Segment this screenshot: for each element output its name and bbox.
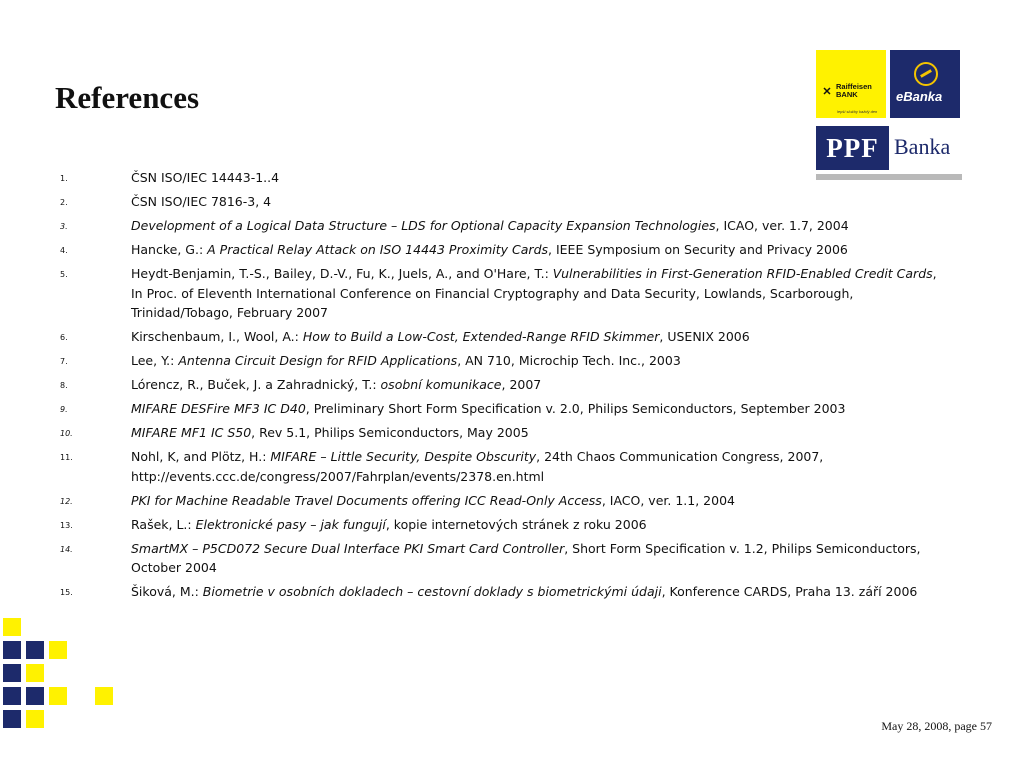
- reference-title: A Practical Relay Attack on ISO 14443 Proximity Cards: [207, 242, 549, 257]
- reference-text: Heydt-Benjamin, T.-S., Bailey, D.-V., Fu, K., Juels, A., and O'Hare, T.:: [131, 266, 553, 281]
- references-list: [60, 168, 940, 606]
- decorative-square: [3, 687, 21, 705]
- reference-number: 1.: [60, 174, 68, 183]
- reference-item: [60, 515, 940, 535]
- ppf-logo-box: PPF: [816, 126, 889, 170]
- reference-title: SmartMX – P5CD072 Secure Dual Interface PKI Smart Card Controller: [131, 540, 565, 556]
- reference-text: ČSN ISO/IEC 7816-3, 4: [131, 194, 272, 209]
- reference-title: osobní komunikace: [380, 377, 502, 392]
- reference-text: , 2007: [501, 377, 542, 392]
- reference-text: Šiková, M.:: [131, 584, 203, 599]
- reference-number: 6.: [60, 333, 68, 342]
- decorative-square: [26, 687, 44, 705]
- decorative-square: [95, 687, 113, 705]
- reference-number: 2.: [60, 198, 68, 207]
- ebanka-emblem-icon: [914, 62, 938, 86]
- reference-item: [60, 539, 940, 578]
- bank-logos: [816, 50, 962, 182]
- reference-text: , IACO, ver. 1.1, 2004: [601, 492, 735, 508]
- ppf-logo-banka: Banka: [894, 134, 951, 159]
- reference-item: [60, 192, 940, 212]
- reference-text: , Konference CARDS, Praha 13. září 2006: [661, 584, 918, 599]
- reference-item: [60, 216, 940, 236]
- reference-item: [60, 375, 940, 395]
- reference-title: Elektronické pasy – jak fungují: [195, 516, 386, 532]
- raiffeisen-bank-logo: [816, 50, 886, 118]
- reference-text: Nohl, K, and Plötz, H.:: [131, 449, 271, 464]
- page-title: References: [55, 80, 200, 115]
- reference-number: 7.: [60, 357, 68, 366]
- reference-title: Biometrie v osobních dokladech – cestovní doklady s biometrickými údaji: [202, 584, 662, 599]
- reference-number: 9.: [60, 405, 68, 414]
- decorative-square: [49, 687, 67, 705]
- reference-text: Kirschenbaum, I., Wool, A.:: [131, 329, 303, 344]
- slide-footer: May 28, 2008, page 57: [881, 719, 992, 733]
- reference-text: Rašek, L.:: [131, 516, 196, 532]
- decorative-squares: [0, 618, 120, 738]
- reference-item: [60, 399, 940, 419]
- reference-text: , Short Form Specification v. 1.2, Philips Semiconductors, October 2004: [131, 540, 921, 575]
- reference-text: , USENIX 2006: [659, 329, 750, 344]
- decorative-square: [3, 618, 21, 636]
- reference-number: 10.: [60, 429, 73, 438]
- reference-text: , Preliminary Short Form Specification v. 2.0, Philips Semiconductors, September 2003: [305, 401, 846, 416]
- reference-title: MIFARE – Little Security, Despite Obscurity: [270, 449, 537, 464]
- reference-item: [60, 582, 940, 602]
- decorative-square: [3, 664, 21, 682]
- reference-text: , kopie internetových stránek z roku 2006: [385, 516, 647, 532]
- decorative-square: [49, 641, 67, 659]
- reference-item: [60, 240, 940, 260]
- reference-number: 3.: [60, 222, 68, 231]
- reference-title: MIFARE MF1 IC S50: [131, 425, 252, 440]
- reference-number: 15.: [60, 588, 73, 597]
- reference-item: [60, 351, 940, 371]
- reference-title: PKI for Machine Readable Travel Documents offering ICC Read-Only Access: [131, 492, 602, 508]
- raiffeisen-logo-text: Raiffeisen BANK: [836, 82, 872, 99]
- reference-number: 14.: [60, 544, 73, 554]
- reference-text: , AN 710, Microchip Tech. Inc., 2003: [457, 353, 681, 368]
- reference-text: , 24th Chaos Communication Congress, 2007, http://events.ccc.de/congress/2007/Fahrplan/events/2378.en.html: [131, 449, 824, 484]
- reference-title: Antenna Circuit Design for RFID Applications: [178, 353, 458, 368]
- reference-text: Lórencz, R., Buček, J. a Zahradnický, T.:: [131, 377, 381, 392]
- reference-item: [60, 423, 940, 443]
- decorative-square: [26, 710, 44, 728]
- reference-text: Hancke, G.:: [131, 242, 208, 257]
- reference-text: ČSN ISO/IEC 14443-1..4: [131, 170, 280, 185]
- reference-text: , IEEE Symposium on Security and Privacy 2006: [548, 242, 848, 257]
- reference-item: [60, 447, 940, 486]
- reference-text: , In Proc. of Eleventh International Conference on Financial Cryptography and Data Security, Lowlands, Scarborough, Trinidad/Tobago, February 2007: [131, 266, 937, 320]
- reference-item: [60, 491, 940, 511]
- decorative-square: [26, 641, 44, 659]
- raiffeisen-tagline: lepší služby každý den: [837, 109, 878, 114]
- decorative-square: [3, 641, 21, 659]
- reference-title: Vulnerabilities in First-Generation RFID-Enabled Credit Cards: [552, 266, 933, 281]
- reference-item: [60, 327, 940, 347]
- decorative-square: [3, 710, 21, 728]
- reference-number: 11.: [60, 453, 73, 462]
- raiffeisen-cross-icon: ✕: [822, 86, 832, 98]
- reference-text: Lee, Y.:: [131, 353, 179, 368]
- reference-number: 5.: [60, 270, 68, 279]
- reference-number: 12.: [60, 496, 73, 506]
- reference-text: , Rev 5.1, Philips Semiconductors, May 2005: [251, 425, 529, 440]
- reference-title: MIFARE DESFire MF3 IC D40: [131, 401, 306, 416]
- reference-title: How to Build a Low-Cost, Extended-Range RFID Skimmer: [302, 329, 660, 344]
- reference-number: 4.: [60, 246, 68, 255]
- ebanka-logo: [890, 50, 960, 118]
- reference-item: [60, 168, 940, 188]
- decorative-square: [26, 664, 44, 682]
- reference-number: 13.: [60, 520, 73, 530]
- ebanka-logo-text: eBanka: [896, 89, 943, 104]
- reference-text: , ICAO, ver. 1.7, 2004: [715, 218, 849, 233]
- reference-title: Development of a Logical Data Structure – LDS for Optional Capacity Expansion Technologies: [131, 218, 716, 233]
- reference-item: [60, 264, 940, 323]
- reference-number: 8.: [60, 381, 68, 390]
